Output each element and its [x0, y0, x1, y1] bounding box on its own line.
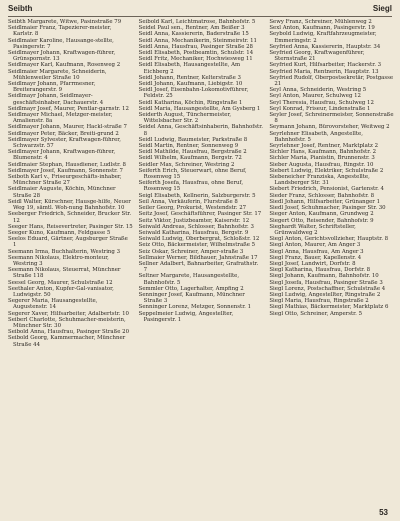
directory-entry: Seiboth Karl v., Friseurgeschäfts-inhaber, Münchner Straße 27 — [8, 174, 122, 187]
directory-entry: Seidlmayr Johann, Pfarrmesner, Breiterangerstr. 9 — [8, 81, 96, 94]
page-number: 53 — [379, 508, 388, 517]
directory-entry: Seidl Josef, Eisenbahn-Lokomotivführer, Feldstr. 25 — [138, 87, 249, 100]
directory-entry: Siegl Anton, Maurer, Am Anger 3 — [269, 242, 361, 249]
directory-entry: Seyl Theresia, Hausfrau, Schulweg 12 — [269, 99, 374, 106]
directory-entry: Seiferth Josefa, Hausfrau, ohne Beruf, Rosenweg 15 — [138, 180, 244, 193]
directory-entry: Seidlmayer Johann, Kraftwagen-führer, Grünspornstr. 13 — [8, 50, 116, 63]
directory-entry: Sieghardt Walter, Schriftsteller, Grünwaldweg 2 — [269, 223, 356, 236]
directory-entry: Seidl Walter, Kürschner, Hausge-hilfe, Neuer Weg 19, sämtl. Woh-nung Bahnhofstr. 10 — [8, 198, 131, 212]
directory-entry: Siedl Josef, Schuhmacher, Pasinger Str. 30 — [269, 205, 386, 212]
directory-entry: Seidlmayer Johann, Kraftwagen-führer, Blumenstr. 4 — [8, 149, 116, 162]
directory-entry: Seelos Eduard, Gärtner, Augsburger Straße 1 — [8, 236, 128, 249]
header-rule — [8, 16, 392, 17]
directory-entry: Seidl Anna, Kassiererin, Baderstraße 15 — [138, 31, 249, 38]
directory-entry: Seidlmaier Karoline, Hausange-stellte, Pasingerstr. 7 — [8, 37, 114, 50]
directory-entry: Seibth Margarete, Witwe, Pasinstraße 79 — [8, 19, 122, 25]
directory-entry: Seidl Martin, Rentner, Sonnenweg 9 — [138, 143, 239, 150]
directory-entry: Siegl Otto, Schreiner, Amperstr. 5 — [269, 310, 363, 317]
directory-entry: Siegl Maria, Hausfrau, Ringstraße 2 — [269, 298, 369, 305]
directory-entry: Seidl Wilhelm, Kaufmann, Bergstr. 72 — [138, 155, 242, 162]
directory-entry: Seyfried Anna, Kassiererin, Hauptstr. 34 — [269, 43, 381, 50]
directory-entry: Seyfried Kurt, Hilfsarbeiter, Hackerstr. 3 — [269, 62, 382, 69]
directory-entry: Seidlmayer Sylvester, Kraftwagen-führer, Schwarzstr. 57 — [8, 136, 122, 150]
directory-entry: Seidl Elisabeth, Postbeamtin, Schulstr. 14 — [138, 50, 254, 57]
directory-entry: Seyfried Maria, Rentnerin, Hauptstr. 13 — [269, 68, 379, 75]
directory-entry: Seiberl Charlotte, Schuhmacher-meisterin, Münchner Str. 30 — [8, 316, 126, 329]
directory-entry: Seidlmayer Peter, Bäcker, Breiti-grund 2 — [8, 130, 119, 137]
directory-entry: Seiderth August, Tünchermeister, Wittelsbacher Str. 2 — [138, 112, 232, 125]
directory-entry: Seyfried Rudolf, Oberpostsekretär, Postgasse 21 — [269, 74, 394, 88]
directory-entry: Seiz Oskar, Schreiner, Amper-straße 3 — [138, 248, 244, 255]
directory-entry: Seidlmayer Karl, Kaufmann, Rosenweg 2 — [8, 62, 121, 69]
directory-entry: Seidlmayer Michael, Metzger-meister, Amalienstr. 8a — [8, 112, 113, 125]
directory-entry: Seyrlehner Josef, Rentner, Marktplatz 2 — [269, 143, 379, 150]
directory-entry: Seidl Ludwig, Baumeister, Parkstraße 8 — [138, 136, 248, 143]
directory-entry: Seitz Viktor, Justizbeamter, Kaiserstr. 12 — [138, 217, 250, 224]
directory-entry: Seidl Anna, Hausfrau, Pasinger Straße 28 — [138, 43, 253, 50]
directory-entry: Seiwald Ludwig, Oberbergrat, Schloßstr. 12 — [138, 236, 260, 243]
directory-entry: Seeberger Friedrich, Schneider, Brucker Str. 12 — [8, 211, 132, 224]
directory-entry: Seidlmaier Margarete, Schneiderin, Mühlenweiler Straße 10 — [8, 68, 107, 81]
directory-entry: Seidl Maria, Hausangestellte, Am Gysberg 1 — [138, 105, 261, 112]
column-2 — [139, 19, 264, 504]
directory-entry: Siedl Johann, Hilfsarbeiter, Grünanger 1 — [269, 198, 381, 205]
header-left: Seibth — [8, 4, 33, 13]
directory-entry: Seitz Josef, Geschäftsführer, Pasinger Str. 17 — [138, 211, 262, 218]
running-header — [8, 4, 392, 16]
directory-entry: Seemann Irma, Buchhalterin, Westring 3 — [8, 248, 120, 255]
directory-entry: Seibold Anna, Hausfrau, Pasinger Straße 20 — [8, 329, 130, 336]
directory-entry: Seybold Ludwig, Kraftfahrzeugmeister, Emmeringstr. 2 — [269, 31, 377, 44]
directory-entry: Seidlmaier Stephan, Hausdiener, Ludlstr. 8 — [8, 161, 126, 168]
directory-entry: Seyl Konrad, Friseur, Lindenstraße 1 — [269, 105, 371, 112]
directory-entry: Seidl Katharina, Köchin, Ringstraße 1 — [138, 99, 243, 106]
directory-entry: Siegl Lorenz, Postschaffner, Schulstraße 4 — [269, 285, 386, 292]
directory-entry: Seil Anna, Verkäuferin, Flurstraße 8 — [138, 198, 238, 205]
directory-entry: Seyler Josef, Schreinermeister, Sonnenstraße 8 — [269, 112, 394, 125]
directory-entry: Seidl Mathilde, Hausfrau, Bergstraße 2 — [138, 149, 247, 156]
directory-entry: Siegl Josef, Landwirt, Dorfstr. 8 — [269, 260, 356, 267]
directory-entry: Seidel Paul sen., Rentner, Am Beißer 3 — [138, 25, 245, 32]
directory-entry: Seidl Johann, Kaufmann, Liebigstr. 10 — [138, 81, 243, 88]
directory-entry: Senninger Lorenz, Metzger, Sonnenstr. 1 — [138, 304, 252, 311]
directory-entry: Seidlmayr Josef, Maurer, Pentlar-garnstr. 12 — [8, 105, 129, 112]
directory-entry: Siegl Ludwig, Angestellter, Ringstraße 2 — [269, 291, 381, 298]
directory-entry: Seemann Nikolaus, Steuerrat, Münchner Straße 118 — [8, 267, 121, 280]
directory-entry: Sewy Franz, Schreiner, Mühlenweg 2 — [269, 19, 372, 25]
directory-entry: Sieger Anton, Kaufmann, Grundweg 2 — [269, 211, 374, 218]
directory-entry: Seiz Otto, Bäckermeister, Wilhelmstraße 5 — [138, 242, 256, 249]
directory-entry: Seidlmaier Auguste, Köchin, Münchner Straße 28 — [8, 186, 116, 199]
column-3 — [269, 19, 394, 504]
directory-entry: Seesel Georg, Maurer, Schulstraße 12 — [8, 279, 113, 286]
directory-entry: Siegl Johann, Kaufmann, Bahnhofstr. 10 — [269, 273, 379, 280]
directory-entry: Seibold Georg, Kammermacher, Münchner Straße 44 — [8, 335, 126, 348]
directory-entry: Seyfried Georg, Kraftwagenführer, Sternstraße 21 — [269, 50, 365, 63]
directory-entry: Senninger Josef, Kaufmann, Münchner Straße 3 — [138, 291, 245, 305]
directory-entry: Sexl Anton, Kaufmann, Pasingerstr. 19 — [269, 25, 375, 32]
directory-entry: Seidlmayer Johann, Maurer, Hackl-straße 7 — [8, 124, 127, 131]
header-right: Siegl — [372, 4, 392, 13]
directory-entry: Siegl Mathias, Bäckermeister, Marktplatz 6 — [269, 304, 389, 311]
directory-entry: Seidel Anna, Geschäftsinhaberin, Bahnhofstr. 8 — [138, 124, 263, 137]
entry-columns — [8, 19, 394, 504]
directory-entry: Seeger Kuno, Kaufmann, Feldgasse 5 — [8, 229, 111, 236]
directory-entry: Seemann Nikolaus, Elektro-monteur, Westring 3 — [8, 254, 109, 267]
directory-entry: Seidlmaier Franz, Tapezierer-meister, Karlstr. 8 — [8, 25, 112, 38]
directory-entry: Siegl Anna, Hausfrau, Am Anger 3 — [269, 248, 364, 255]
directory-entry: Segerer Maria, Hausangestellte, Augustenstr. 14 — [8, 298, 98, 311]
directory-entry: Seppelmeier Ludwig, Angestellter, Pasingerstr. 1 — [138, 310, 234, 323]
directory-entry: Seeger Hans, Reisevertreter, Pasinger Str. 15 — [8, 223, 133, 230]
directory-entry: Sieder Franz, Schlosser, Bahnhofstr. 8 — [269, 192, 375, 199]
directory-entry: Siegl Josefa, Hausfrau, Pasinger Straße 3 — [269, 279, 383, 286]
directory-entry: Siegl Katharina, Hausfrau, Dorfstr. 8 — [269, 267, 371, 274]
directory-entry: Seyl Anton, Maurer, Schulweg 12 — [269, 93, 361, 100]
directory-entry: Seyl Anna, Schneiderin, Westring 5 — [269, 87, 367, 94]
directory-entry: Sieber Augusta, Hausfrau, Ringstr. 10 — [269, 161, 374, 168]
directory-entry: Seidl Anna, Mechanikerin, Steinmeirstr. 11 — [138, 37, 257, 44]
directory-entry: Seidl Fritz, Mechaniker, Hochwiesweg 11 — [138, 56, 253, 63]
directory-entry: Seidler Max, Schreiner, Westring 2 — [138, 161, 235, 168]
directory-entry: Siebert Friedrich, Pensionist, Gartenstr. 4 — [269, 186, 384, 193]
directory-entry: Seymann Johann, Bürovorsteher, Weitweg 2 — [269, 124, 390, 131]
directory-entry: Siegl Anton, Gerichtsvollzieher, Hauptstr. 8 — [269, 236, 389, 243]
directory-entry: Seidl Johann, Rentner, Kelterstraße 3 — [138, 74, 241, 81]
directory-entry: Seltner Margarete, Hausangestellte, Bahnhofstr. 5 — [138, 273, 240, 286]
directory-entry: Seyrlehner Elisabeth, Angestellte, Bahnhofstr. 5 — [269, 130, 363, 143]
directory-entry: Semmler Otto, Lagerhalter, Ampfing 2 — [138, 285, 244, 292]
directory-entry: Seiler Georg, Prokurist, Westendstr. 27 — [138, 205, 247, 212]
directory-entry: Sellmaier Werner, Bildhauer, Jahnstraße 17 — [138, 254, 258, 261]
directory-entry: Seiwald Katharina, Hausfrau, Bergstr. 9 — [138, 229, 249, 236]
directory-entry: Sellner Adalbert, Bahnarbeiter, Grafrathstr. 7 — [138, 260, 259, 274]
directory-entry: Seibold Karl, Leichtmatrose, Bahnhofstr. 5 — [138, 19, 256, 25]
directory-entry: Sichler Hans, Kaufmann, Bahnhofstr. 2 — [269, 149, 377, 156]
directory-entry: Siebert Ludwig, Elektriker, Schulstraße 2 — [269, 167, 384, 174]
directory-entry: Siebeneicher Franziska, Angestellte, Landsberger Str. 31 — [269, 174, 370, 187]
column-1 — [8, 19, 133, 504]
directory-entry: Seidlmayr Johann, Seidlmayer-geschäftsinhaber, Dachauerstr. 4 — [8, 93, 104, 106]
directory-entry: Siegl Franz, Bauer, Kapellenstr. 4 — [269, 254, 362, 261]
directory-entry: Seiwald Andreas, Schlosser, Bahnhofstr. 3 — [138, 223, 254, 230]
directory-entry: Seidl Elisabeth, Hausangestellte, Am Eichberg 2 — [138, 62, 241, 75]
directory-entry: Sichler Maria, Pianistin, Brunnenstr. 3 — [269, 155, 375, 162]
directory-entry: Seethaler Anton, Kupfer-Gal-vanisator, Ludwigstr. 50 — [8, 285, 114, 298]
directory-entry: Seigl Elisabeth, Kellnerin, Salzburgerstr. 5 — [138, 192, 256, 199]
directory-entry: Siegert Otto, Reisender, Bahnhofstr. 9 — [269, 217, 374, 224]
directory-entry: Segerer Xaver, Hilfsarbeiter, Adalbertstr. 10 — [8, 310, 129, 317]
directory-entry: Seidlmayer Josef, Kaufmann, Sonnenstr. 7 — [8, 167, 123, 174]
directory-entry: Seiferth Erich, Steuerwart, ohne Beruf, Rosenweg 15 — [138, 167, 247, 181]
